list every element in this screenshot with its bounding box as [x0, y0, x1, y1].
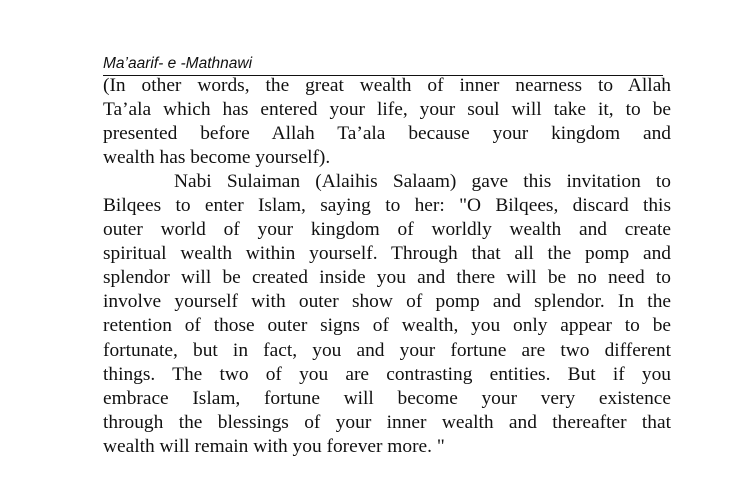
text-line: embrace Islam, fortune will become your very existence [103, 387, 671, 409]
body-text [103, 74, 671, 459]
text-line: Ta’ala which has entered your life, your soul will take it, to be [103, 99, 671, 121]
text-line: Nabi Sulaiman (Alaihis Salaam) gave this invitation to [174, 171, 671, 193]
text-line: things. The two of you are contrasting entities. But if you [103, 363, 671, 385]
text-line: spiritual wealth within yourself. Through that all the pomp and [103, 243, 671, 265]
text-line: presented before Allah Ta’ala because your kingdom and [103, 123, 671, 145]
text-line: (In other words, the great wealth of inner nearness to Allah [103, 75, 671, 96]
text-line: Bilqees to enter Islam, saying to her: "O Bilqees, discard this [103, 195, 671, 217]
paragraph-1 [103, 74, 671, 170]
text-line: involve yourself with outer show of pomp and splendor. In the [103, 291, 671, 313]
paragraph-2 [103, 170, 671, 459]
header-title: Ma’aarif- e -Mathnawi [103, 55, 253, 72]
text-line: through the blessings of your inner wealth and thereafter that [103, 411, 671, 433]
text-line: splendor will be created inside you and there will be no need to [103, 267, 671, 289]
text-line: retention of those outer signs of wealth, you only appear to be [103, 315, 671, 337]
text-line: outer world of your kingdom of worldly wealth and create [103, 219, 671, 241]
text-line: wealth has become yourself). [103, 147, 331, 169]
running-header [103, 51, 663, 76]
text-line: wealth will remain with you forever more. " [103, 435, 445, 457]
text-line: fortunate, but in fact, you and your fortune are two different [103, 339, 671, 361]
